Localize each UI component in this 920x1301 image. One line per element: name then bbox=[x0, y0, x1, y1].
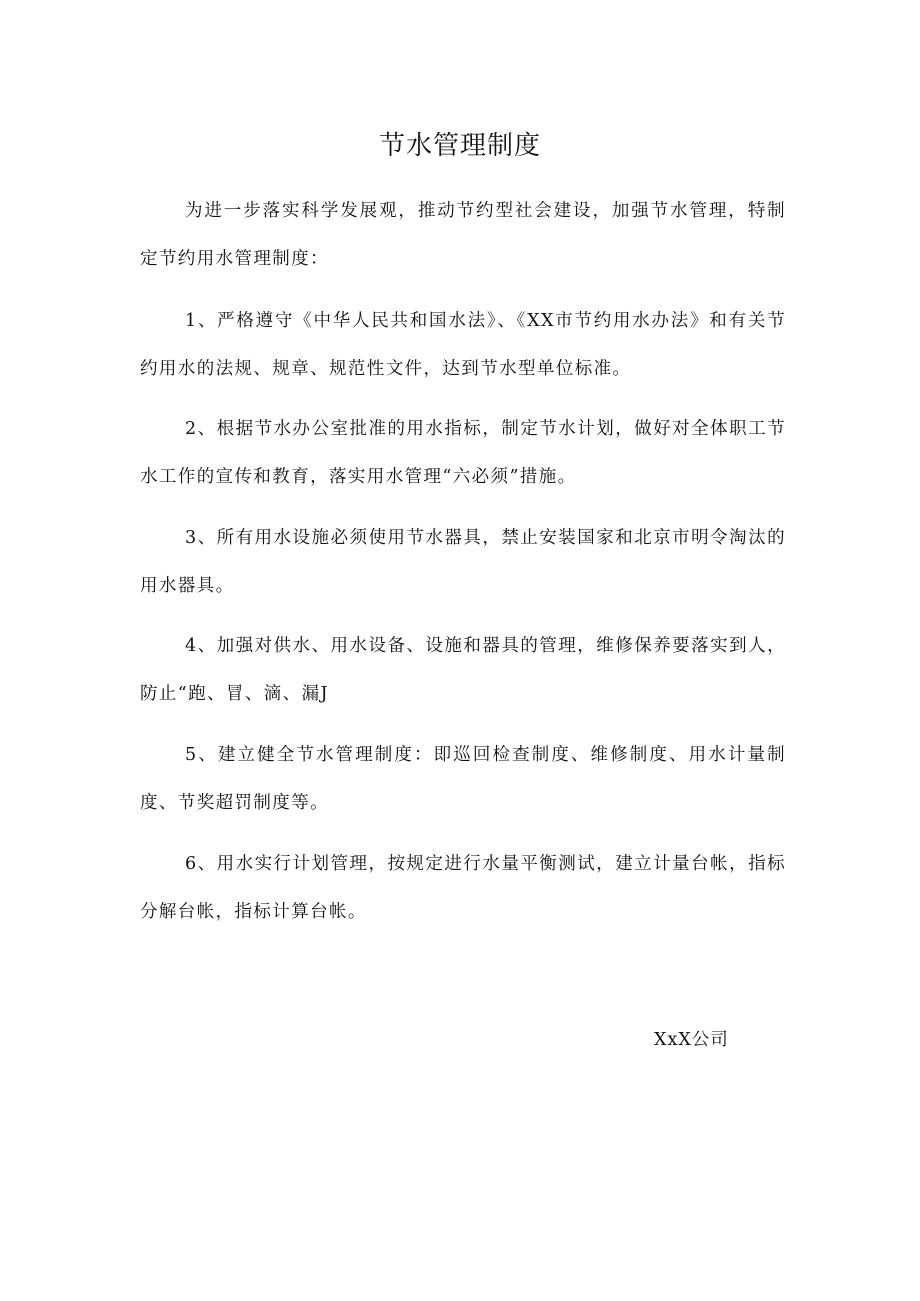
company-signature: XxX公司 bbox=[654, 1030, 729, 1050]
rule-item-6: 6、用水实行计划管理，按规定进行水量平衡测试，建立计量台帐，指标分解台帐，指标计算台帐。 bbox=[140, 854, 786, 922]
intro-paragraph: 为进一步落实科学发展观，推动节约型社会建设，加强节水管理，特制定节约用水管理制度： bbox=[140, 201, 786, 269]
rule-item-4: 4、加强对供水、用水设备、设施和器具的管理，维修保养要落实到人，防止“跑、冒、滴、漏J bbox=[140, 636, 786, 704]
rule-item-1: 1、严格遵守《中华人民共和国水法》、《XX市节约用水办法》和有关节约用水的法规、规章、规范性文件，达到节水型单位标准。 bbox=[140, 311, 786, 379]
document-title: 节水管理制度 bbox=[378, 131, 541, 161]
rule-item-2: 2、根据节水办公室批准的用水指标，制定节水计划，做好对全体职工节水工作的宣传和教育，落实用水管理“六必须”措施。 bbox=[140, 419, 786, 487]
rule-item-3: 3、所有用水设施必须使用节水器具，禁止安装国家和北京市明令淘汰的用水器具。 bbox=[140, 528, 786, 596]
rule-item-5: 5、建立健全节水管理制度：即巡回检查制度、维修制度、用水计量制度、节奖超罚制度等。 bbox=[140, 745, 786, 813]
